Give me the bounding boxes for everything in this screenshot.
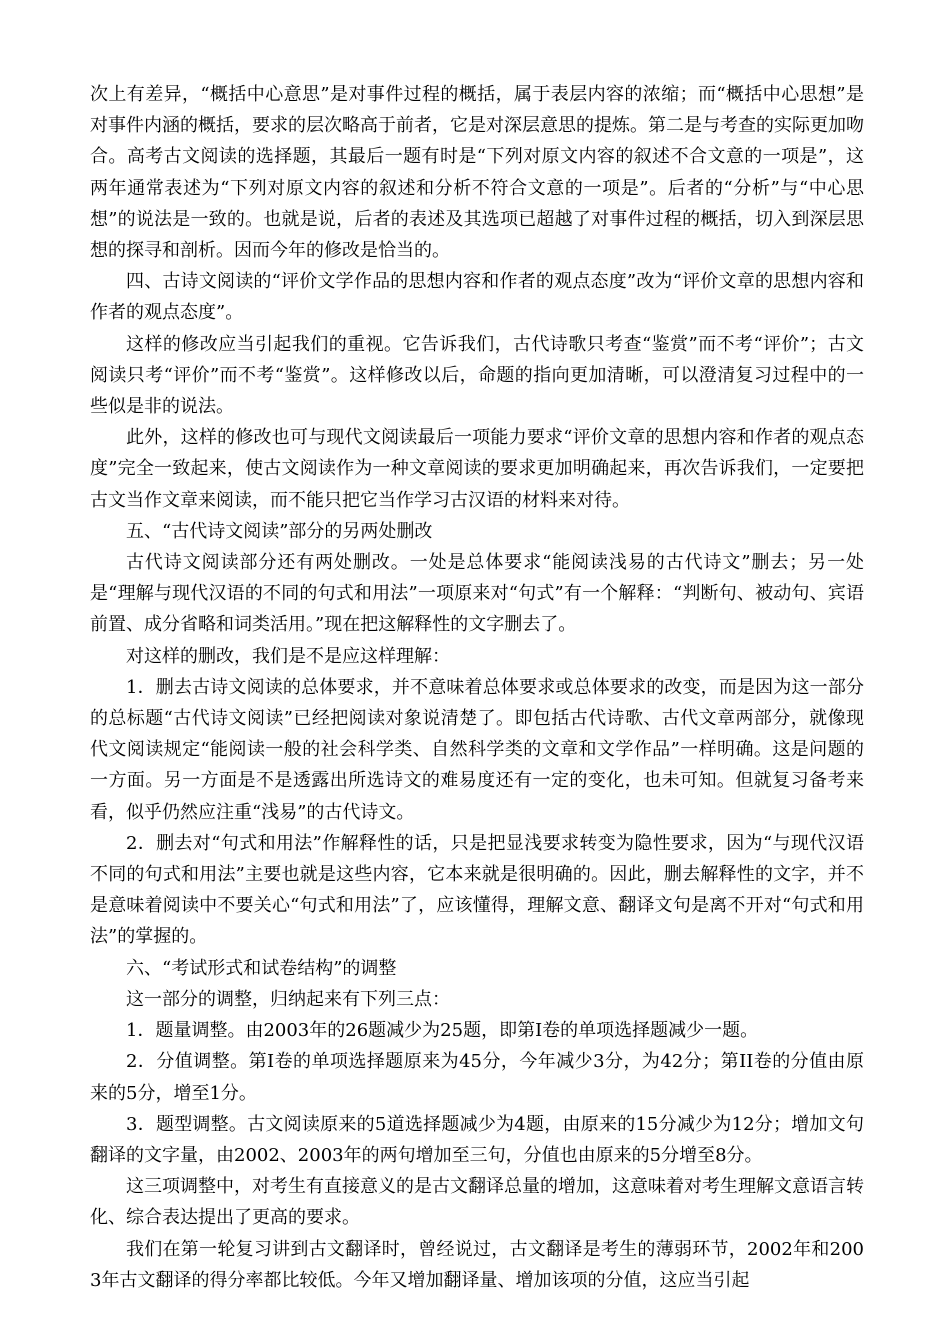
paragraph-section-four-heading: 四、古诗文阅读的“评价文学作品的思想内容和作者的观点态度”改为“评价文章的思想内容和作者的观点态度”。 xyxy=(90,271,864,324)
section-five-heading: 五、“古代诗文阅读”部分的另两处删改 xyxy=(126,520,433,542)
list-item: 2．分值调整。第I卷的单项选择题原来为45分，今年减少3分，为42分；第II卷的分值由原来的5分，增至1分。 xyxy=(90,1051,864,1104)
list-item: 1．题量调整。由2003年的26题减少为25题，即第I卷的单项选择题减少一题。 xyxy=(126,1020,759,1042)
section-six-heading: 六、“考试形式和试卷结构”的调整 xyxy=(126,957,397,979)
paragraph: 古代诗文阅读部分还有两处删改。一处是总体要求“能阅读浅易的古代诗文”删去；另一处是“理解与现代汉语的不同的句式和用法”一项原来对“句式”有一个解释：“判断句、被动句、宾语前置、成分省略和词类活用。”现在把这解释性的文字删去了。 xyxy=(90,552,864,636)
paragraph: 这一部分的调整，归纳起来有下列三点： xyxy=(126,988,450,1010)
list-item: 3．题型调整。古文阅读原来的5道选择题减少为4题，由原来的15分减少为12分；增加文句翻译的文字量，由2002、2003年的两句增加至三句，分值也由原来的5分增至8分。 xyxy=(90,1113,864,1166)
list-item: 1．删去古诗文阅读的总体要求，并不意味着总体要求或总体要求的改变，而是因为这一部分的总标题“古代诗文阅读”已经把阅读对象说清楚了。即包括古代诗歌、古代文章两部分，就像现代文阅读规定“能阅读一般的社会科学类、自然科学类的文章和文学作品”一样明确。这是问题的一方面。另一方面是不是透露出所选诗文的难易度还有一定的变化，也未可知。但就复习备考来看，似乎仍然应注重“浅易”的古代诗文。 xyxy=(90,676,864,823)
list-item: 2．删去对“句式和用法”作解释性的话，只是把显浅要求转变为隐性要求，因为“与现代汉语不同的句式和用法”主要也就是这些内容，它本来就是很明确的。因此，删去解释性的文字，并不是意味着阅读中不要关心“句式和用法”了，应该懂得，理解文意、翻译文句是离不开对“句式和用法”的掌握的。 xyxy=(90,832,864,948)
paragraph: 这样的修改应当引起我们的重视。它告诉我们，古代诗歌只考查“鉴赏”而不考“评价”；古文阅读只考“评价”而不考“鉴赏”。这样修改以后，命题的指向更加清晰，可以澄清复习过程中的一些似是非的说法。 xyxy=(90,333,864,418)
paragraph: 我们在第一轮复习讲到古文翻译时，曾经说过，古文翻译是考生的薄弱环节，2002年和2003年古文翻译的得分率都比较低。今年又增加翻译量、增加该项的分值，这应当引起 xyxy=(90,1238,864,1291)
paragraph: 此外，这样的修改也可与现代文阅读最后一项能力要求“评价文章的思想内容和作者的观点态度”完全一致起来，使古文阅读作为一种文章阅读的要求更加明确起来，再次告诉我们，一定要把古文当作文章来阅读，而不能只把它当作学习古汉语的材料来对待。 xyxy=(90,427,864,511)
paragraph: 对这样的删改，我们是不是应这样理解： xyxy=(126,645,450,667)
paragraph-continuation: 次上有差异，“概括中心意思”是对事件过程的概括，属于表层内容的浓缩；而“概括中心思想”是对事件内涵的概括，要求的层次略高于前者，它是对深层意思的提炼。第二是与考查的实际更加吻合。高考古文阅读的选择题，其最后一题有时是“下列对原文内容的叙述不合文意的一项是”，这两年通常表述为“下列对原文内容的叙述和分析不符合文意的一项是”。后者的“分析”与“中心思想”的说法是一致的。也就是说，后者的表述及其选项已超越了对事件过程的概括，切入到深层思想的探寻和剖析。因而今年的修改是恰当的。 xyxy=(90,84,864,262)
paragraph: 这三项调整中，对考生有直接意义的是古文翻译总量的增加，这意味着对考生理解文意语言转化、综合表达提出了更高的要求。 xyxy=(90,1176,864,1229)
